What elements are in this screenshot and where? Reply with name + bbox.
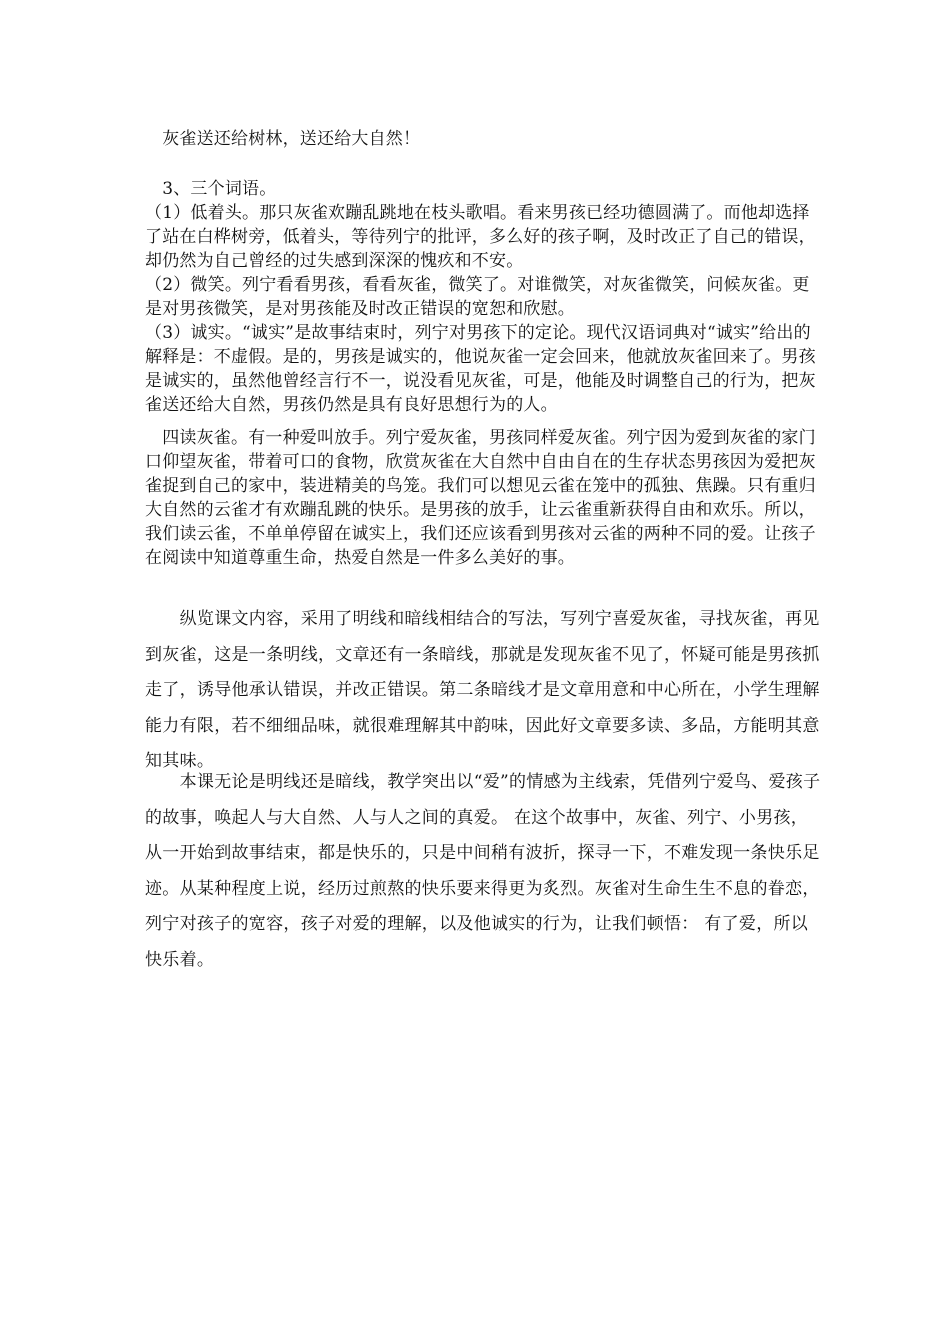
paragraph-conclusion: 本课无论是明线还是暗线，教学突出以“爱”的情感为主线索，凭借列宁爱鸟、爱孩子的故事，唤起人与大自然、人与人之间的真爱。 在这个故事中，灰雀、列宁、小男孩，从一开始到故事结束，都是快乐的，只是中间稍有波折，探寻一下，不难发现一条快乐足迹。从某种程度上说，经历过煎熬的快乐要来得更为炙烈。灰雀对生命生生不息的眷恋，列宁对孩子的宽容，孩子对爱的理解，以及他诚实的行为，让我们顿悟： 有了爱，所以快乐着。 <box>145 772 821 970</box>
heading-three-words: 3、三个词语。 <box>145 179 277 199</box>
paragraph-overview: 纵览课文内容，采用了明线和暗线相结合的写法，写列宁喜爱灰雀，寻找灰雀，再见到灰雀，这是一条明线，文章还有一条暗线，那就是发现灰雀不见了，怀疑可能是男孩抓走了，诱导他承认错误，并改正错误。第二条暗线才是文章用意和中心所在，小学生理解能力有限，若不细细品味，就很难理解其中韵味，因此好文章要多读、多品，方能明其意知其味。 <box>145 609 820 771</box>
paragraph-head-down: （1）低着头。那只灰雀欢蹦乱跳地在枝头歌唱。看来男孩已经功德圆满了。而他却选择了站在白桦树旁，低着头，等待列宁的批评，多么好的孩子啊，及时改正了自己的错误，却仍然为自己曾经的过失感到深深的愧疚和不安。 <box>145 203 816 271</box>
paragraph-honesty: （3）诚实。“诚实”是故事结束时，列宁对男孩下的定论。现代汉语词典对“诚实”给出的解释是：不虚假。是的，男孩是诚实的，他说灰雀一定会回来，他就放灰雀回来了。男孩是诚实的，虽然他曾经言行不一，说没看见灰雀，可是，他能及时调整自己的行为，把灰雀送还给大自然，男孩仍然是具有良好思想行为的人。 <box>145 323 816 415</box>
paragraph-smile: （2）微笑。列宁看看男孩，看看灰雀，微笑了。对谁微笑，对灰雀微笑，问候灰雀。更是对男孩微笑，是对男孩能及时改正错误的宽恕和欣慰。 <box>145 275 810 319</box>
paragraph-fourth-reading: 四读灰雀。有一种爱叫放手。列宁爱灰雀，男孩同样爱灰雀。列宁因为爱到灰雀的家门口仰望灰雀，带着可口的食物，欣赏灰雀在大自然中自由自在的生存状态男孩因为爱把灰雀捉到自己的家中，装进精美的鸟笼。我们可以想见云雀在笼中的孤独、焦躁。只有重归大自然的云雀才有欢蹦乱跳的快乐。是男孩的放手，让云雀重新获得自由和欢乐。所以，我们读云雀，不单单停留在诚实上，我们还应该看到男孩对云雀的两种不同的爱。让孩子在阅读中知道尊重生命，热爱自然是一件多么美好的事。 <box>145 428 816 568</box>
paragraph-closing-line: 灰雀送还给树林，送还给大自然！ <box>145 129 421 149</box>
